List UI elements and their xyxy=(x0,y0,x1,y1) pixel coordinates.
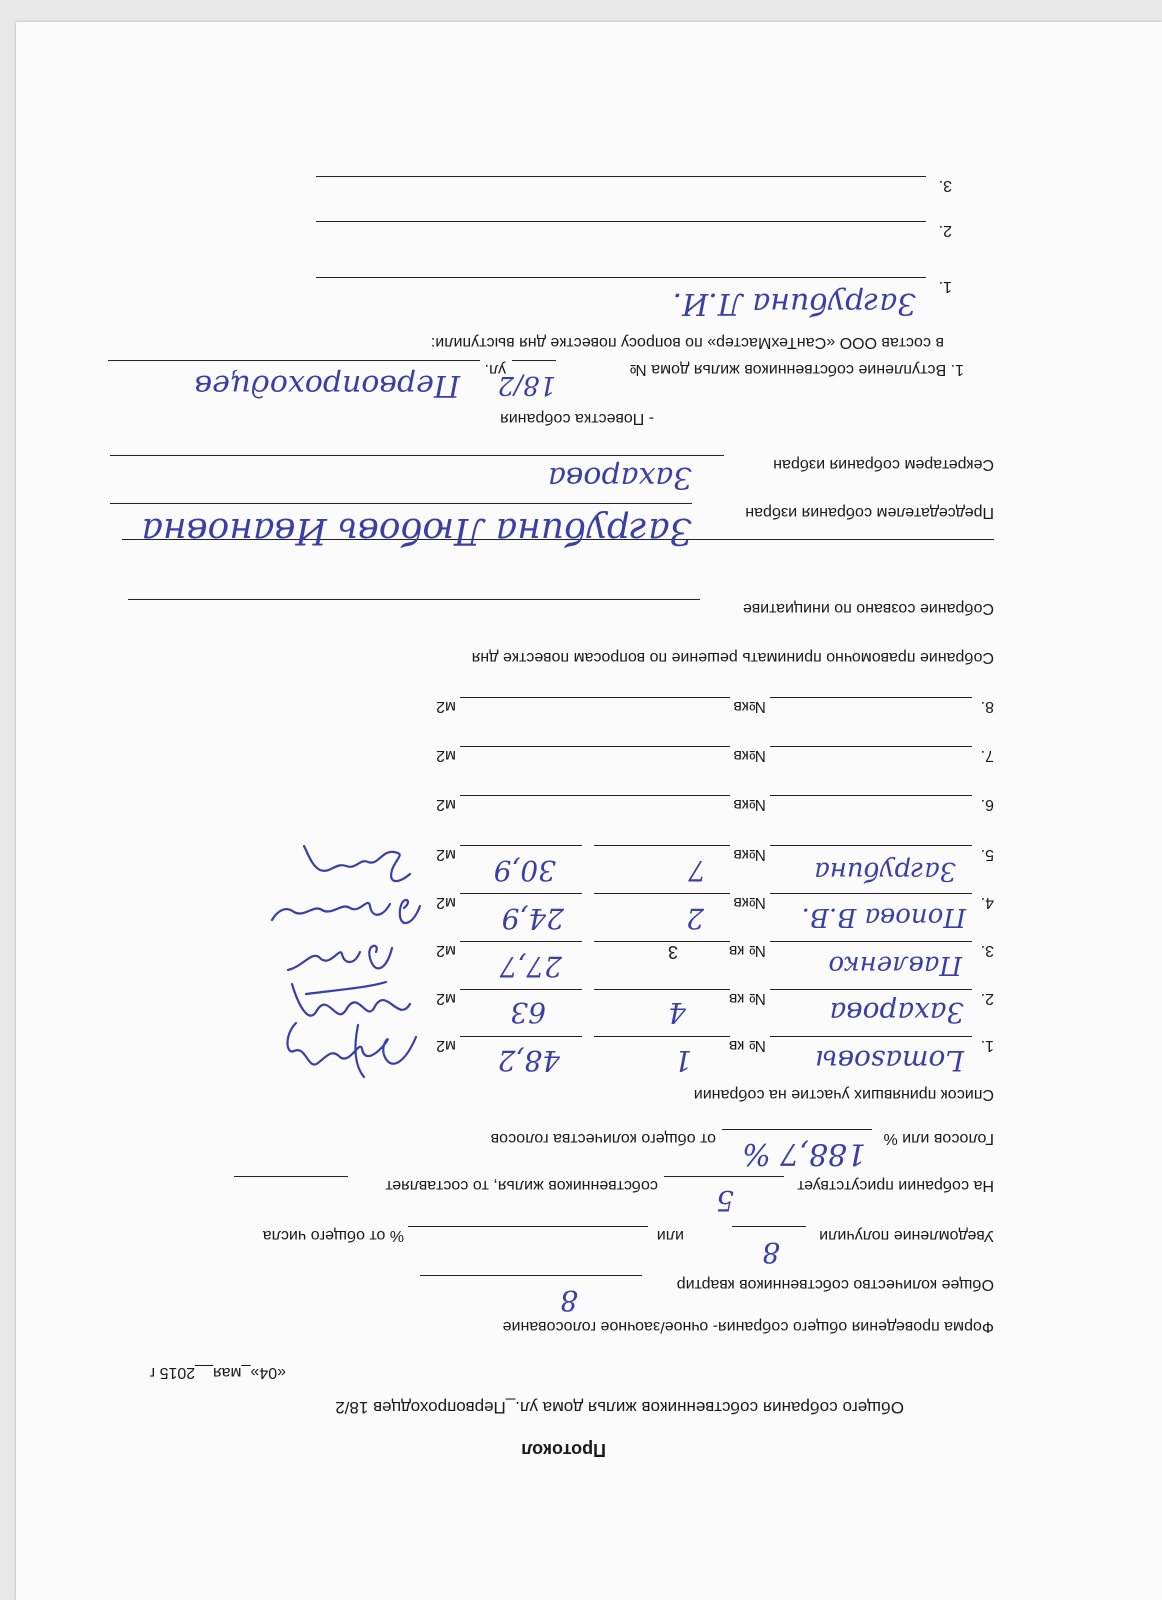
row-number: 1. xyxy=(980,1037,994,1054)
street-line xyxy=(108,360,480,361)
area-line xyxy=(460,1036,582,1037)
participant-name: Попова В.В. xyxy=(801,902,966,932)
total-owners-value: 8 xyxy=(560,1284,578,1317)
area-value: 27,7 xyxy=(499,950,562,983)
area-value: 24,9 xyxy=(501,902,564,935)
present-label: На собрании присутствует xyxy=(797,1177,994,1194)
initiated-label: Собрание созвано по инициативе xyxy=(742,600,994,617)
row-number: 5. xyxy=(980,846,994,863)
agenda-item1-line2: в состав ООО «СанТехМастер» по вопросу повестке дня выступили: xyxy=(430,334,944,351)
votes-label: Голосов или % xyxy=(883,1130,994,1147)
name-line xyxy=(770,697,972,698)
present-value: 5 xyxy=(716,1184,734,1217)
row-number: 4. xyxy=(980,894,994,911)
present-line xyxy=(664,1176,784,1177)
kv-area-line xyxy=(460,795,730,796)
kv-line xyxy=(594,845,730,846)
name-line xyxy=(770,746,972,747)
votes-suffix: от общего количества голосов xyxy=(490,1130,716,1147)
speaker-number: 1. xyxy=(938,278,952,295)
area-line xyxy=(460,941,582,942)
house-number-line xyxy=(512,360,556,361)
kv-label: № кв xyxy=(728,990,766,1007)
subtitle-street: Первопроходцев 18/2 xyxy=(335,1398,506,1417)
kv-value: 2 xyxy=(686,902,704,935)
page-title: Протокол xyxy=(521,1440,606,1460)
participant-name: Павленко xyxy=(828,950,962,980)
row-number: 6. xyxy=(980,796,994,813)
notified-label: Уведомление получили xyxy=(819,1227,994,1244)
participant-name: Захарова xyxy=(829,996,964,1029)
notified-or: или xyxy=(656,1227,684,1244)
kv-value: 1 xyxy=(674,1044,692,1077)
area-line xyxy=(460,989,582,990)
area-unit: м2 xyxy=(436,894,456,911)
area-unit: м2 xyxy=(436,846,456,863)
kv-area-line xyxy=(460,746,730,747)
secretary-value: Захарова xyxy=(548,460,692,495)
agenda-heading: - Повестка собрания xyxy=(500,410,654,427)
area-unit: м2 xyxy=(436,990,456,1007)
speaker-line xyxy=(316,221,926,222)
area-value: 30,9 xyxy=(493,854,556,887)
signature xyxy=(298,833,418,894)
subtitle xyxy=(335,1397,904,1417)
name-line xyxy=(770,845,972,846)
area-line xyxy=(460,893,582,894)
kv-line xyxy=(594,1036,730,1037)
chairman-line xyxy=(110,503,692,504)
street-value: Первопроходцев xyxy=(194,368,460,403)
secretary-label: Секретарем собрания избран xyxy=(773,456,994,473)
speaker-name: Загрубина Л.И. xyxy=(672,286,916,321)
chairman-value: Загрубина Любовь Ивановна xyxy=(141,510,692,551)
street-label: ул. xyxy=(484,361,506,378)
kv-label: №кв xyxy=(733,846,766,863)
agenda-item1 xyxy=(630,359,964,379)
notified-value: 8 xyxy=(762,1236,780,1269)
area-line xyxy=(460,845,582,846)
chairman-label: Председателем собрания избран xyxy=(745,504,994,521)
name-line xyxy=(770,941,972,942)
kv-line xyxy=(594,893,730,894)
notified-pct-suffix: % от общего числа xyxy=(262,1227,404,1244)
total-owners-line xyxy=(420,1275,642,1276)
area-unit: м2 xyxy=(436,1037,456,1054)
agenda-item1-prefix: 1. Вступление собственников жилья дома № xyxy=(629,361,964,378)
meeting-form: Форма проведения общего собрания- очное/заочное голосование xyxy=(502,1318,994,1335)
present-suffix: собственников жилья, то составляет xyxy=(385,1177,658,1194)
area-unit: м2 xyxy=(436,698,456,715)
kv-value: 4 xyxy=(668,996,686,1029)
kv-value: 3 xyxy=(667,942,678,962)
notified-pct-line xyxy=(408,1226,648,1227)
kv-label: №кв xyxy=(733,796,766,813)
kv-value: 7 xyxy=(688,854,706,887)
kv-line xyxy=(594,941,730,942)
participants-heading: Список принявших участие на собрании xyxy=(693,1086,994,1103)
speaker-number: 3. xyxy=(938,177,952,194)
votes-line xyxy=(722,1129,872,1130)
area-unit: м2 xyxy=(436,942,456,959)
row-number: 7. xyxy=(980,747,994,764)
votes-value: 188,7 % xyxy=(742,1136,866,1171)
house-number: 18/2 xyxy=(497,370,556,400)
secretary-line xyxy=(110,455,724,456)
row-number: 8. xyxy=(980,698,994,715)
row-number: 3. xyxy=(980,942,994,959)
area-value: 63 xyxy=(510,996,546,1029)
initiator-line xyxy=(128,599,700,600)
area-value: 48,2 xyxy=(497,1044,560,1077)
speaker-line xyxy=(316,277,926,278)
name-line xyxy=(770,1036,972,1037)
name-line xyxy=(770,893,972,894)
name-line xyxy=(770,989,972,990)
participant-name: Загрубина xyxy=(814,856,956,886)
notified-line xyxy=(732,1226,806,1227)
present-pct-line xyxy=(234,1176,348,1177)
quorum-text: Собрание правомочно принимать решение по вопросам повестке дня xyxy=(471,649,994,666)
row-number: 2. xyxy=(980,990,994,1007)
kv-label: №кв xyxy=(733,747,766,764)
kv-label: № кв xyxy=(728,942,766,959)
kv-label: № кв xyxy=(728,1037,766,1054)
name-line xyxy=(770,795,972,796)
speaker-line xyxy=(316,176,926,177)
speaker-number: 2. xyxy=(938,222,952,239)
kv-line xyxy=(594,989,730,990)
subtitle-prefix: Общего собрания собственников жилья дома ул._ xyxy=(505,1398,904,1417)
area-unit: м2 xyxy=(436,747,456,764)
area-unit: м2 xyxy=(436,796,456,813)
kv-area-line xyxy=(460,697,730,698)
kv-label: №кв xyxy=(733,894,766,911)
agenda-heading-text: Повестка собрания xyxy=(500,410,645,427)
total-owners-label: Общее количество собственников квартир xyxy=(676,1276,994,1293)
kv-label: №кв xyxy=(733,698,766,715)
protocol-date: «04»_мая__2015 г xyxy=(149,1364,286,1381)
participant-name: Lomasoвы xyxy=(814,1044,964,1077)
